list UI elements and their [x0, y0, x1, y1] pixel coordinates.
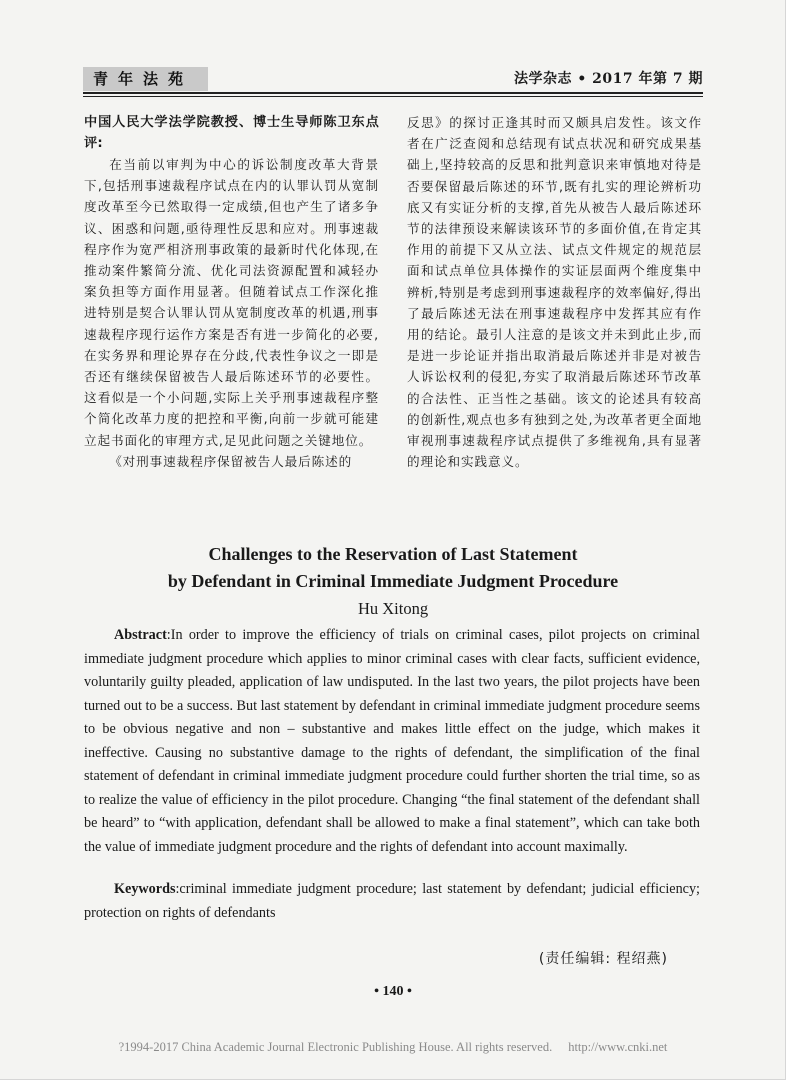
english-author: Hu Xitong	[357, 599, 429, 618]
keywords-text: :criminal immediate judgment procedure; last statement by defendant; judicial efficiency; protection on rights of defendants	[84, 881, 700, 921]
page-number: • 140 •	[374, 984, 412, 999]
english-title-line-1: Challenges to the Reservation of Last Statement	[208, 544, 578, 564]
abstract-text: :In order to improve the efficiency of trials on criminal cases, pilot projects on criminal immediate judgment procedure which applies to minor criminal cases with clear facts, sufficient evidence, voluntarily guilty pleaded, application of law undisputed. In the last two years, the pilot projects have been turned out to be a success. But last statement by defendant in criminal immediate judgment procedure seems to be obvious negative and non – substantive and makes little effect on the judge, which makes it ineffective. Causing no substantive damage to the rights of defendant, the simplification of the final statement of defendant in criminal immediate judgment procedure could further shorten the trial time, so as to realize the value of efficiency in the pilot procedure. Changing “the final statement of the defendant shall be heard” to “with application, defendant shall be allowed to make a final statement”, which can take both the value of immediate judgment procedure and the rights of defendant into account maximally.	[84, 627, 700, 855]
running-header	[83, 67, 703, 91]
comment-column-right	[407, 112, 702, 472]
header-rule	[83, 92, 703, 94]
comment-column-left	[84, 112, 379, 472]
footer-url[interactable]: http://www.cnki.net	[568, 1040, 668, 1054]
comment-paragraph-2-start: 《对刑事速裁程序保留被告人最后陈述的	[109, 453, 353, 469]
keywords-label: Keywords	[114, 881, 176, 897]
copyright-text: ?1994-2017 China Academic Journal Electronic Publishing House. All rights reserved.	[118, 1040, 553, 1054]
journal-issue: 法学杂志 • 2017 年第 7 期	[513, 71, 703, 87]
reviewer-line: 中国人民大学法学院教授、博士生导师陈卫东点评:	[84, 115, 379, 151]
english-title-line-2: by Defendant in Criminal Immediate Judgment Procedure	[167, 571, 619, 591]
section-tag: 青年法苑	[83, 67, 208, 91]
english-abstract	[84, 624, 700, 859]
responsible-editor: (责任编辑: 程绍燕)	[538, 951, 668, 967]
copyright-footer	[0, 1040, 786, 1055]
abstract-label: Abstract	[114, 627, 167, 643]
english-title	[83, 541, 703, 595]
header-rule-thin	[83, 96, 703, 97]
english-keywords	[84, 878, 700, 925]
comment-paragraph-1: 在当前以审判为中心的诉讼制度改革大背景下,包括刑事速裁程序试点在内的认罪认罚从宽制度改革至今已然取得一定成绩,但也产生了诸多争议、困惑和问题,亟待理性反思和应对。刑事速裁程序作为宽严相济刑事政策的最新时代化体现,在推动案件繁简分流、优化司法资源配置和减轻办案负担等方面作用显著。但随着试点工作深化推进特别是契合认罪认罚从宽制度改革的机遇,刑事速裁程序现行运作方案是否有进一步简化的必要,在实务界和理论界存在分歧,代表性争议之一即是否还有继续保留被告人最后陈述环节的必要性。这看似是一个小问题,实际上关乎刑事速裁程序整个简化改革力度的把控和平衡,向前一步就可能建立起书面化的审理方式,足见此问题之关键地位。	[84, 157, 379, 448]
comment-paragraph-2-cont: 反思》的探讨正逢其时而又颇具启发性。该文作者在广泛查阅和总结现有试点状况和研究成果基础上,坚持较高的反思和批判意识来审慎地对待是否要保留最后陈述的环节,既有扎实的理论辨析功底又有实证分析的支撑,首先从被告人最后陈述环节的法律预设来解读该环节的多面价值,在肯定其作用的前提下又从立法、试点文件规定的规范层面和试点单位具体操作的实证层面两个维度集中辨析,特别是考虑到刑事速裁程序的效率偏好,得出了最后陈述无法在刑事速裁程序中发挥其应有作用的结论。最引人注意的是该文并未到此止步,而是进一步论证并指出取消最后陈述并非是对被告人诉讼权利的侵犯,夯实了取消最后陈述环节改革的合法性、正当性之基础。该文的论述具有较高的创新性,观点也多有独到之处,为改革者更全面地审视刑事速裁程序试点提供了多维视角,具有显著的理论和实践意义。	[407, 115, 702, 470]
